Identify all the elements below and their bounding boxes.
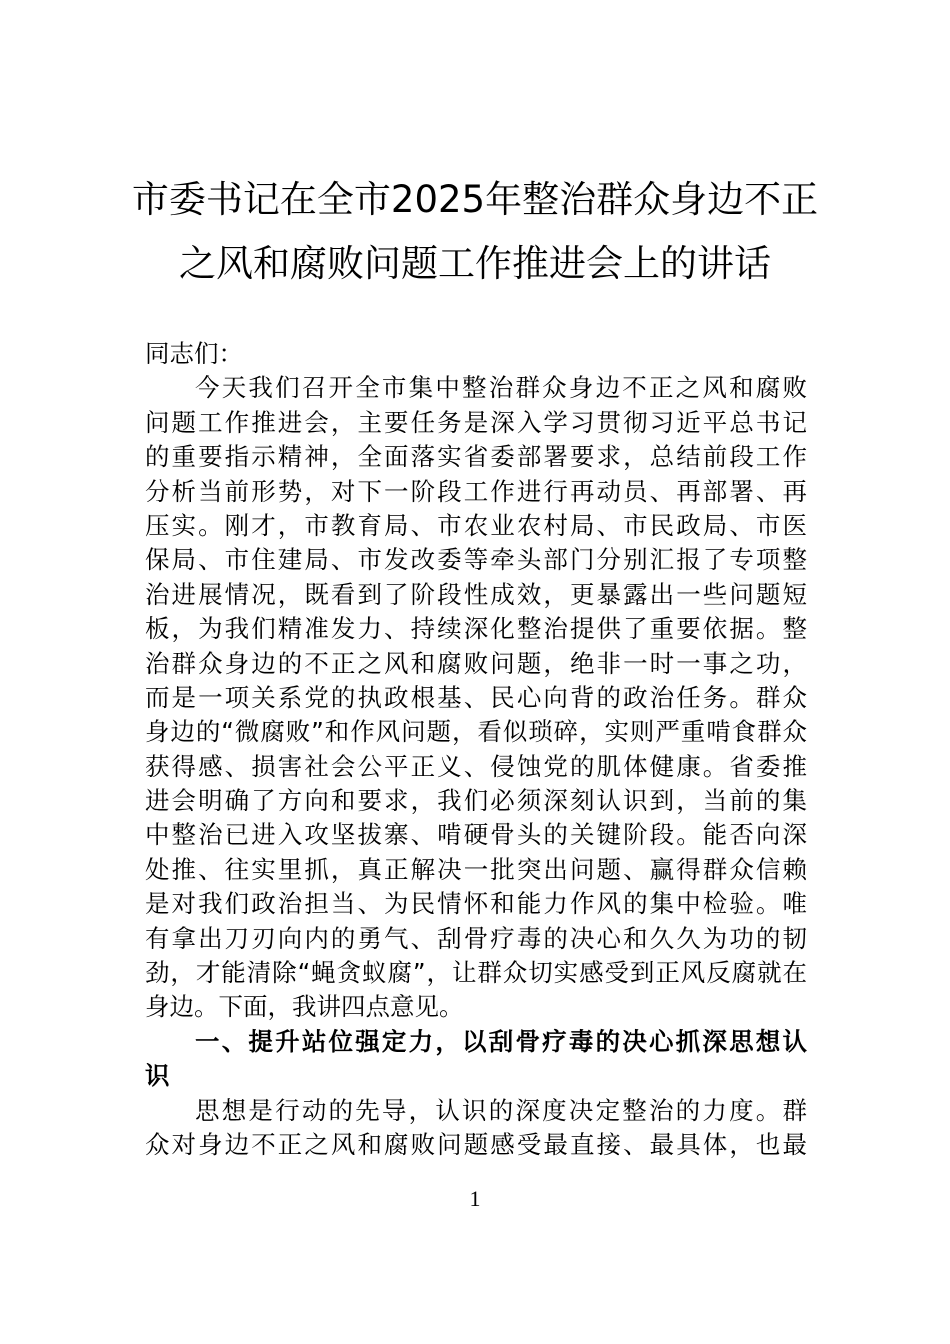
page-number: 1 [469, 1186, 481, 1211]
paragraph-line: 处推、往实里抓，真正解决一批突出问题、赢得群众信赖 [145, 854, 807, 884]
paragraph-line: 获得感、损害社会公平正义、侵蚀党的肌体健康。省委推 [145, 751, 807, 781]
salutation: 同志们： [145, 339, 243, 368]
paragraph-line: 而是一项关系党的执政根基、民心向背的政治任务。群众 [145, 682, 807, 712]
paragraph-line: 板，为我们精准发力、持续深化整治提供了重要依据。整 [145, 614, 807, 644]
section-heading: 识 [145, 1061, 170, 1091]
document-title [120, 168, 830, 296]
paragraph-line: 是对我们政治担当、为民情怀和能力作风的集中检验。唯 [145, 889, 807, 919]
paragraph-line: 有拿出刀刃向内的勇气、刮骨疗毒的决心和久久为功的韧 [145, 923, 807, 953]
document-body [145, 337, 807, 1162]
paragraph-line: 治进展情况，既看到了阶段性成效，更暴露出一些问题短 [145, 579, 807, 609]
paragraph-line: 今天我们召开全市集中整治群众身边不正之风和腐败 [195, 373, 807, 403]
paragraph-line: 劲，才能清除“蝇贪蚁腐”，让群众切实感受到正风反腐就在 [145, 958, 807, 988]
paragraph-line: 身边的“微腐败”和作风问题，看似琐碎，实则严重啃食群众 [145, 717, 807, 747]
paragraph-line: 问题工作推进会，主要任务是深入学习贯彻习近平总书记 [145, 407, 807, 437]
paragraph-line: 压实。刚才，市教育局、市农业农村局、市民政局、市医 [145, 510, 807, 540]
section-heading: 一、提升站位强定力，以刮骨疗毒的决心抓深思想认 [195, 1026, 807, 1056]
paragraph-line: 众对身边不正之风和腐败问题感受最直接、最具体，也最 [145, 1129, 807, 1159]
paragraph-line: 的重要指示精神，全面落实省委部署要求，总结前段工作 [145, 442, 807, 472]
paragraph-line: 中整治已进入攻坚拔寨、啃硬骨头的关键阶段。能否向深 [145, 820, 807, 850]
paragraph-line: 保局、市住建局、市发改委等牵头部门分别汇报了专项整 [145, 545, 807, 575]
paragraph-line: 思想是行动的先导，认识的深度决定整治的力度。群 [195, 1095, 807, 1125]
paragraph-line: 身边。下面，我讲四点意见。 [145, 992, 464, 1022]
paragraph-line: 分析当前形势，对下一阶段工作进行再动员、再部署、再 [145, 476, 807, 506]
title-line: 市委书记在全市2025年整治群众身边不正 [131, 178, 819, 221]
paragraph-line: 进会明确了方向和要求，我们必须深刻认识到，当前的集 [145, 786, 807, 816]
paragraph-line: 治群众身边的不正之风和腐败问题，绝非一时一事之功， [145, 648, 807, 678]
title-line: 之风和腐败问题工作推进会上的讲话 [179, 242, 771, 285]
